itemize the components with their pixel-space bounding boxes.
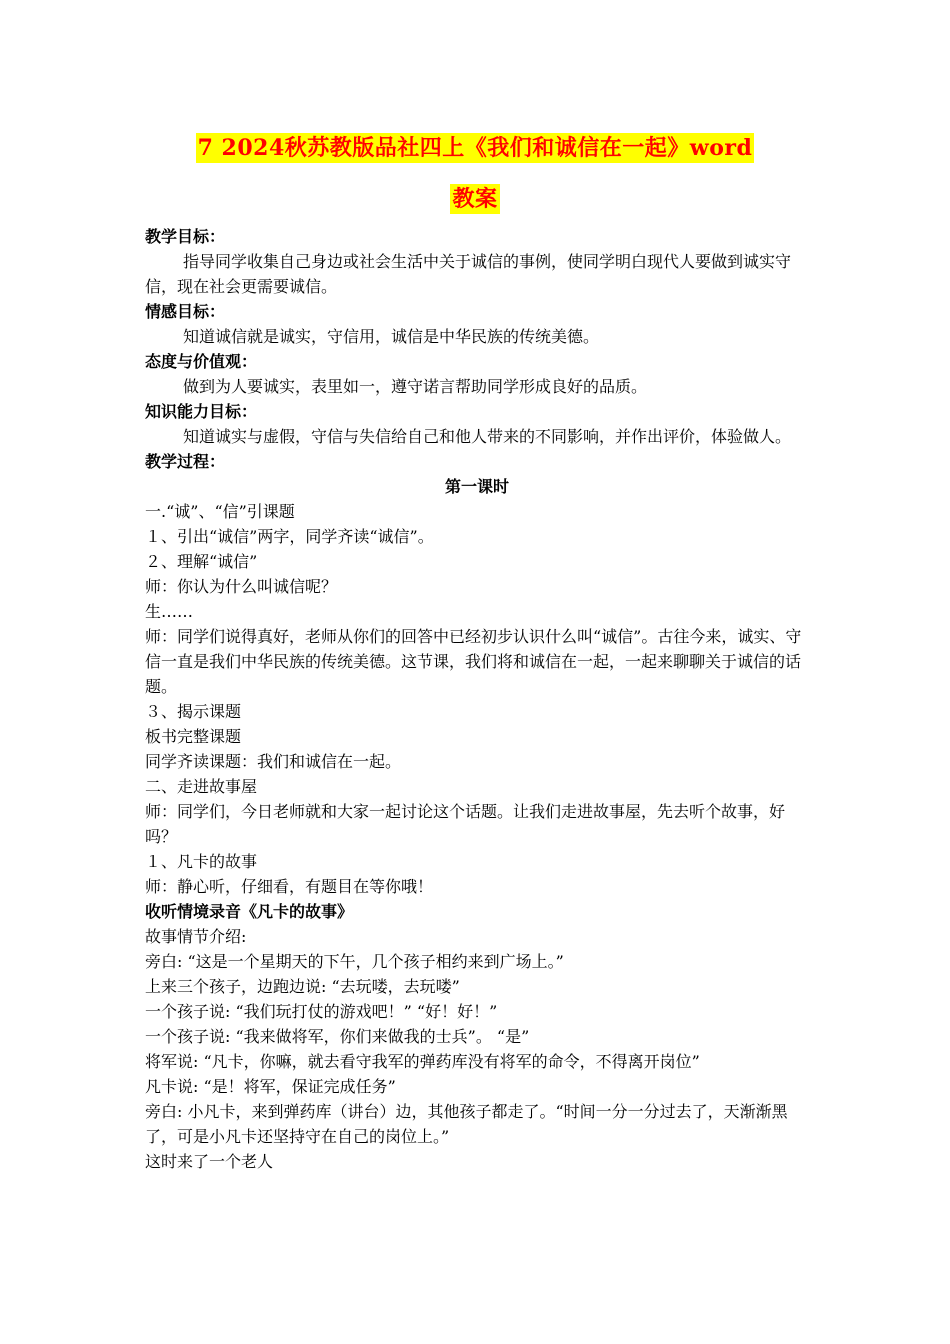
body-paragraph: 二、走进故事屋 — [145, 777, 258, 796]
body-paragraph: 一个孩子说: “我们玩打仗的游戏吧！” “好！好！” — [145, 1002, 498, 1021]
body-paragraph: １、引出“诚信”两字，同学齐读“诚信”。 — [145, 527, 434, 546]
title-line-1-wrap — [0, 133, 950, 163]
document-title-line-1: 7 2024秋苏教版品社四上《我们和诚信在一起》word — [197, 135, 753, 161]
body-paragraph: 师：静心听，仔细看，有题目在等你哦！ — [145, 877, 434, 896]
document-body — [145, 224, 809, 1174]
section-heading: 教学过程： — [145, 452, 226, 471]
body-paragraph: 师：你认为什么叫诚信呢？ — [145, 577, 338, 596]
body-paragraph: 一个孩子说: “我来做将军，你们来做我的士兵”。 “是” — [145, 1027, 530, 1046]
body-paragraph: 凡卡说: “是！将军，保证完成任务” — [145, 1077, 396, 1096]
body-paragraph: 师：同学们说得真好，老师从你们的回答中已经初步认识什么叫“诚信”。古往今来，诚实、守信一直是我们中华民族的传统美德。这节课，我们将和诚信在一起，一起来聊聊关于诚信的话题。 — [145, 627, 802, 696]
body-paragraph: 生…… — [145, 602, 194, 621]
body-paragraph: 师：同学们，今日老师就和大家一起讨论这个话题。让我们走进故事屋，先去听个故事，好吗？ — [145, 802, 786, 846]
body-paragraph: 这时来了一个老人 — [145, 1152, 274, 1171]
body-paragraph: 指导同学收集自己身边或社会生活中关于诚信的事例，使同学明白现代人要做到诚实守信，现在社会更需要诚信。 — [145, 252, 792, 296]
body-paragraph: 一.“诚”、“信”引课题 — [145, 502, 295, 521]
body-paragraph: 板书完整课题 — [145, 727, 242, 746]
body-paragraph: 将军说: “凡卡，你嘛，就去看守我军的弹药库没有将军的命令，不得离开岗位” — [145, 1052, 700, 1071]
body-paragraph: ２、理解“诚信” — [145, 552, 258, 571]
body-paragraph: 做到为人要诚实，表里如一，遵守诺言帮助同学形成良好的品质。 — [183, 377, 648, 396]
body-paragraph: ３、揭示课题 — [145, 702, 242, 721]
body-paragraph: 知道诚实与虚假，守信与失信给自己和他人带来的不同影响，并作出评价，体验做人。 — [183, 427, 792, 446]
body-paragraph: 知道诚信就是诚实，守信用，诚信是中华民族的传统美德。 — [183, 327, 600, 346]
document-title-line-2: 教案 — [452, 186, 498, 212]
section-heading: 收听情境录音《凡卡的故事》 — [145, 902, 354, 921]
body-paragraph: １、凡卡的故事 — [145, 852, 258, 871]
section-heading: 情感目标： — [145, 302, 226, 321]
lesson-heading: 第一课时 — [444, 477, 509, 496]
section-heading: 知识能力目标： — [145, 402, 258, 421]
section-heading: 态度与价值观： — [145, 352, 258, 371]
body-paragraph: 故事情节介绍: — [145, 927, 247, 946]
body-paragraph: 旁白: 小凡卡，来到弹药库（讲台）边，其他孩子都走了。“时间一分一分过去了，天渐渐黑了，可是小凡卡还坚持守在自己的岗位上。” — [145, 1102, 788, 1146]
body-paragraph: 上来三个孩子，边跑边说: “去玩喽，去玩喽” — [145, 977, 460, 996]
body-paragraph: 同学齐读课题：我们和诚信在一起。 — [145, 752, 402, 771]
body-paragraph: 旁白: “这是一个星期天的下午，几个孩子相约来到广场上。” — [145, 952, 564, 971]
title-line-2-wrap — [0, 184, 950, 214]
section-heading: 教学目标： — [145, 227, 226, 246]
